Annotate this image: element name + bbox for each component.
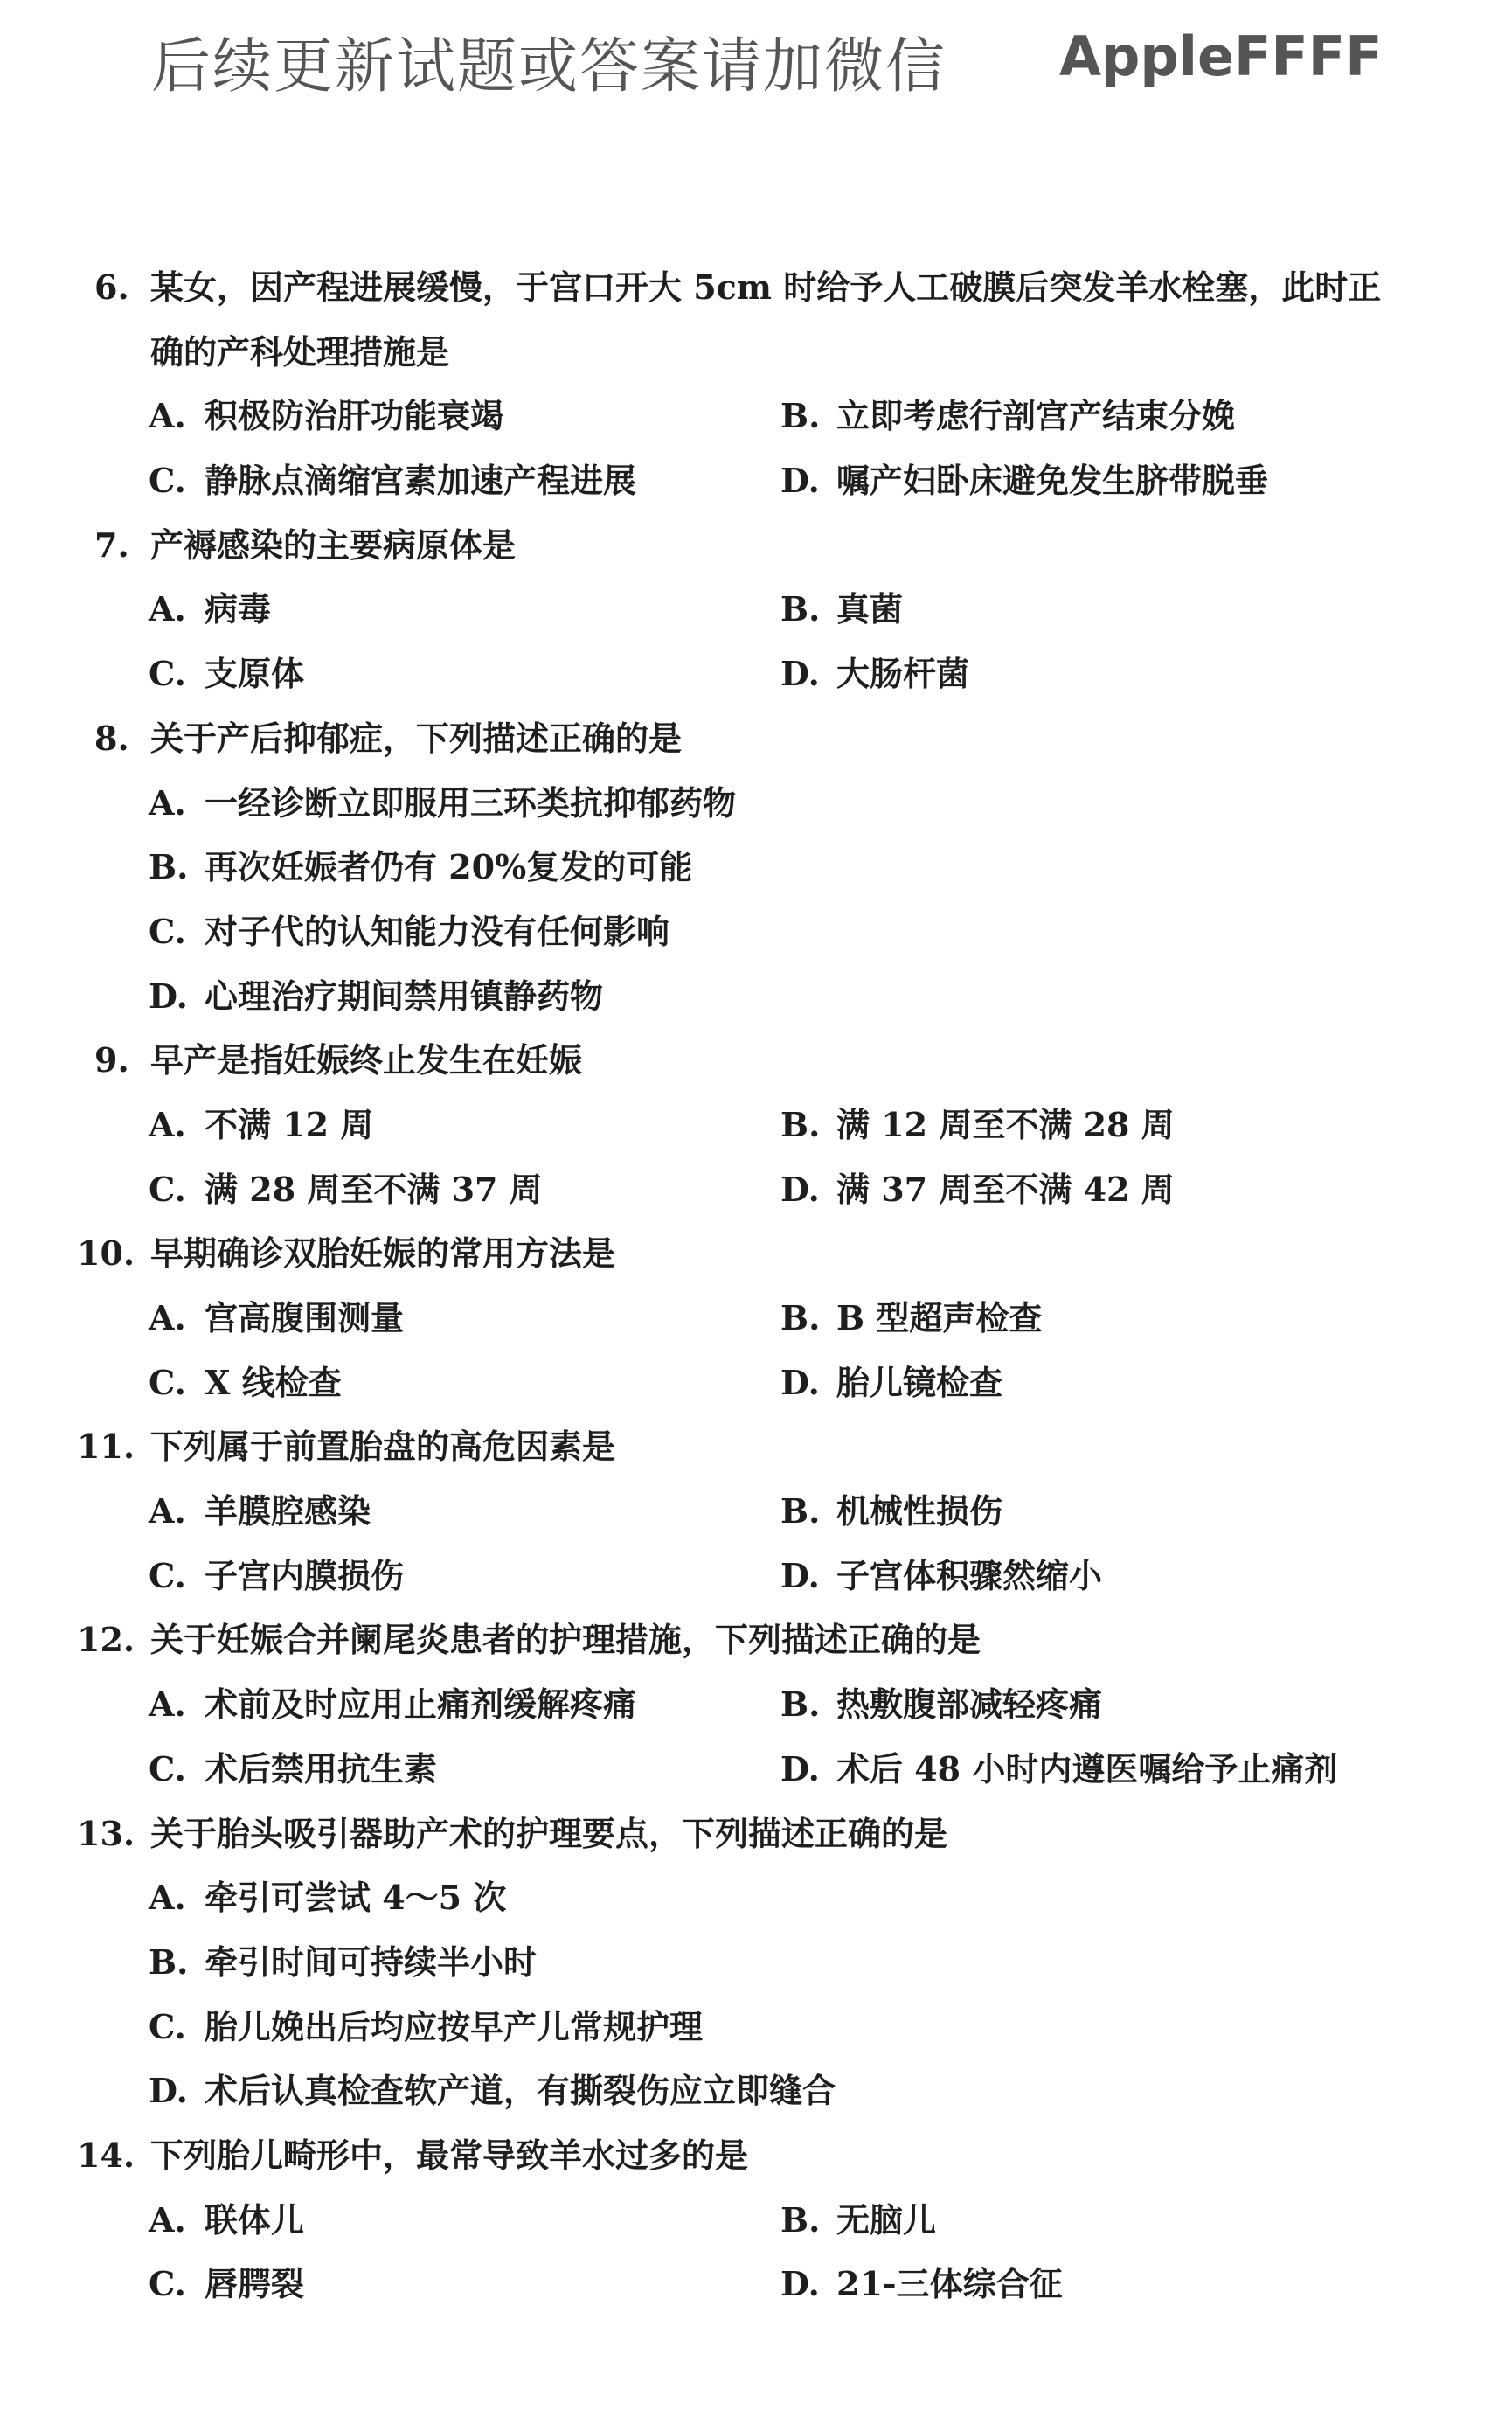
question-number: 13.: [77, 1813, 135, 1853]
question-stem: 早期确诊双胎妊娠的常用方法是: [150, 1233, 616, 1274]
option-letter: D.: [780, 1555, 820, 1595]
option-text: 一经诊断立即服用三环类抗抑郁药物: [205, 782, 737, 823]
question-14: [0, 2123, 1512, 2316]
option-d: [780, 642, 969, 706]
option-letter: B.: [780, 589, 821, 629]
option-text: 子宫体积骤然缩小: [836, 1555, 1103, 1595]
option-text: 热敷腹部减轻疼痛: [836, 1684, 1103, 1725]
question-number: 8.: [94, 718, 129, 758]
option-a: [149, 384, 503, 448]
question-stem-line: [0, 1414, 1512, 1479]
question-number: 9.: [94, 1040, 129, 1080]
option-row: [0, 1351, 1512, 1415]
option-letter: C.: [149, 911, 186, 951]
option-letter: C.: [149, 1555, 186, 1595]
option-letter: A.: [149, 1491, 186, 1531]
question-stem: 关于妊娠合并阑尾炎患者的护理措施，下列描述正确的是: [150, 1620, 981, 1660]
question-stem: 产褥感染的主要病原体是: [150, 524, 517, 565]
option-text: 对子代的认知能力没有任何影响: [205, 911, 670, 951]
option-b: [780, 1093, 1175, 1157]
question-number: 10.: [77, 1233, 135, 1274]
option-text: 机械性损伤: [836, 1491, 1003, 1531]
option-letter: D.: [780, 461, 820, 501]
question-6: [0, 255, 1512, 513]
question-stem: 下列胎儿畸形中，最常导致羊水过多的是: [150, 2135, 749, 2175]
option-text: 立即考虑行剖宫产结束分娩: [836, 396, 1236, 436]
option-text: 牵引可尝试 4～5 次: [205, 1878, 507, 1918]
question-stem: 某女，因产程进展缓慢，于宫口开大 5cm 时给予人工破膜后突发羊水栓塞，此时正: [150, 267, 1382, 307]
option-letter: C.: [149, 2264, 186, 2304]
option-letter: A.: [149, 1104, 186, 1144]
question-stem-line: [0, 255, 1512, 320]
option-letter: C.: [149, 1748, 186, 1788]
option-row: [0, 1995, 1512, 2059]
option-text: 大肠杆菌: [836, 654, 970, 694]
option-text: 心理治疗期间禁用镇静药物: [205, 976, 604, 1016]
option-text: 真菌: [836, 589, 904, 629]
question-stem: 关于胎头吸引器助产术的护理要点，下列描述正确的是: [150, 1813, 948, 1853]
option-c: [149, 1351, 342, 1415]
option-row: [0, 964, 1512, 1029]
option-letter: A.: [149, 2199, 186, 2240]
option-text: 无脑儿: [836, 2199, 937, 2240]
option-text: 静脉点滴缩宫素加速产程进展: [205, 461, 637, 501]
question-stem-line: [0, 1028, 1512, 1093]
option-letter: D.: [780, 654, 820, 694]
question-stem-continuation: [0, 320, 1512, 385]
option-letter: B.: [780, 1298, 821, 1337]
option-row: [0, 577, 1512, 642]
question-stem-line: [0, 706, 1512, 771]
option-text: 牵引时间可持续半小时: [205, 1941, 538, 1982]
option-text: 联体儿: [205, 2199, 305, 2240]
option-row: [0, 1093, 1512, 1157]
option-a: [149, 1093, 373, 1157]
option-letter: D.: [780, 2264, 820, 2304]
option-letter: B.: [780, 396, 821, 436]
question-number: 14.: [77, 2135, 135, 2175]
option-letter: A.: [149, 1878, 186, 1918]
question-9: [0, 1028, 1512, 1221]
option-letter: C.: [149, 2006, 186, 2046]
option-row: [0, 1865, 1512, 1930]
question-8: [0, 706, 1512, 1028]
header-wechat-id: AppleFFFF: [1059, 24, 1383, 88]
option-text: 子宫内膜损伤: [205, 1555, 405, 1595]
option-letter: C.: [149, 1169, 186, 1209]
option-letter: A.: [149, 1684, 186, 1725]
option-c: [149, 642, 304, 706]
option-letter: D.: [780, 1748, 820, 1788]
option-b: [780, 1286, 1042, 1351]
question-13: [0, 1802, 1512, 2123]
option-c: [149, 2252, 304, 2316]
watermark-header: [0, 19, 1512, 107]
option-letter: A.: [149, 589, 186, 629]
option-letter: B.: [780, 1684, 821, 1725]
option-row: [0, 1479, 1512, 1544]
option-d: [780, 1351, 1002, 1415]
question-11: [0, 1414, 1512, 1608]
option-row: [0, 1544, 1512, 1608]
option-letter: D.: [149, 976, 188, 1016]
option-row: [0, 1930, 1512, 1995]
option-text: B 型超声检查: [836, 1298, 1043, 1337]
option-text: 不满 12 周: [205, 1104, 374, 1144]
question-stem: 下列属于前置胎盘的高危因素是: [150, 1427, 616, 1467]
option-text: 羊膜腔感染: [205, 1491, 371, 1531]
option-row: [0, 448, 1512, 513]
question-stem: 关于产后抑郁症，下列描述正确的是: [150, 718, 683, 758]
option-row: [0, 835, 1512, 899]
option-b: [780, 1479, 1002, 1544]
option-b: [780, 577, 903, 642]
option-letter: B.: [780, 1491, 821, 1531]
question-stem-line: [0, 2123, 1512, 2188]
question-stem-line: [0, 1802, 1512, 1866]
option-a: [149, 1286, 404, 1351]
option-a: [149, 1479, 371, 1544]
option-b: [780, 2188, 936, 2253]
option-text: 术后 48 小时内遵医嘱给予止痛剂: [836, 1748, 1338, 1788]
question-10: [0, 1221, 1512, 1414]
option-row: [0, 899, 1512, 964]
option-d: [780, 2252, 1063, 2316]
question-12: [0, 1608, 1512, 1801]
option-d: [149, 964, 603, 1029]
option-text: 再次妊娠者仍有 20%复发的可能: [205, 847, 693, 887]
option-a: [149, 577, 271, 642]
option-c: [149, 1544, 404, 1608]
question-number: 7.: [94, 524, 129, 565]
exam-questions: [0, 255, 1512, 2316]
option-d: [780, 448, 1268, 513]
question-number: 12.: [77, 1620, 135, 1660]
option-text: X 线检查: [205, 1362, 342, 1402]
option-a: [149, 1865, 506, 1930]
option-text: 术前及时应用止痛剂缓解疼痛: [205, 1684, 637, 1725]
option-c: [149, 1737, 437, 1802]
option-d: [149, 2059, 836, 2123]
option-letter: A.: [149, 782, 186, 823]
question-stem-line: [0, 1221, 1512, 1286]
option-letter: A.: [149, 396, 186, 436]
option-letter: A.: [149, 1298, 186, 1337]
header-notice: 后续更新试题或答案请加微信: [151, 32, 947, 101]
option-a: [149, 1672, 636, 1737]
option-a: [149, 2188, 304, 2253]
option-text: 病毒: [205, 589, 272, 629]
option-c: [149, 899, 669, 964]
option-letter: C.: [149, 1362, 186, 1402]
option-d: [780, 1737, 1337, 1802]
question-stem-line: [0, 1608, 1512, 1672]
option-row: [0, 1672, 1512, 1737]
option-letter: D.: [149, 2071, 188, 2111]
option-c: [149, 1157, 543, 1222]
option-row: [0, 771, 1512, 836]
option-b: [780, 1672, 1102, 1737]
option-d: [780, 1544, 1102, 1608]
option-text: 术后认真检查软产道，有撕裂伤应立即缝合: [205, 2071, 836, 2111]
question-number: 6.: [94, 267, 129, 307]
option-text: 满 12 周至不满 28 周: [836, 1104, 1175, 1144]
question-stem: 早产是指妊娠终止发生在妊娠: [150, 1040, 583, 1080]
option-letter: B.: [780, 2199, 821, 2240]
option-a: [149, 771, 736, 836]
option-c: [149, 448, 636, 513]
option-row: [0, 2252, 1512, 2316]
option-row: [0, 1286, 1512, 1351]
option-row: [0, 1157, 1512, 1222]
option-text: 21-三体综合征: [836, 2264, 1063, 2304]
option-text: 胎儿镜检查: [836, 1362, 1003, 1402]
option-letter: C.: [149, 461, 186, 501]
option-text: 满 37 周至不满 42 周: [836, 1169, 1175, 1209]
option-d: [780, 1157, 1175, 1222]
option-letter: C.: [149, 654, 186, 694]
question-stem-line: [0, 513, 1512, 578]
option-b: [149, 1930, 537, 1995]
option-letter: B.: [149, 847, 189, 887]
option-row: [0, 384, 1512, 448]
option-text: 积极防治肝功能衰竭: [205, 396, 504, 436]
option-text: 满 28 周至不满 37 周: [205, 1169, 543, 1209]
option-row: [0, 1737, 1512, 1802]
option-row: [0, 642, 1512, 706]
option-text: 胎儿娩出后均应按早产儿常规护理: [205, 2006, 704, 2046]
option-text: 嘱产妇卧床避免发生脐带脱垂: [836, 461, 1269, 501]
option-text: 唇腭裂: [205, 2264, 305, 2304]
option-c: [149, 1995, 703, 2059]
option-text: 术后禁用抗生素: [205, 1748, 438, 1788]
option-letter: B.: [780, 1104, 821, 1144]
option-text: 宫高腹围测量: [205, 1298, 405, 1337]
option-row: [0, 2188, 1512, 2253]
question-number: 11.: [77, 1427, 135, 1467]
option-letter: B.: [149, 1941, 189, 1982]
question-7: [0, 513, 1512, 706]
option-letter: D.: [780, 1169, 820, 1209]
option-row: [0, 2059, 1512, 2123]
option-letter: D.: [780, 1362, 820, 1402]
option-b: [780, 384, 1235, 448]
option-text: 支原体: [205, 654, 305, 694]
option-b: [149, 835, 692, 899]
question-stem: 确的产科处理措施是: [150, 331, 450, 372]
